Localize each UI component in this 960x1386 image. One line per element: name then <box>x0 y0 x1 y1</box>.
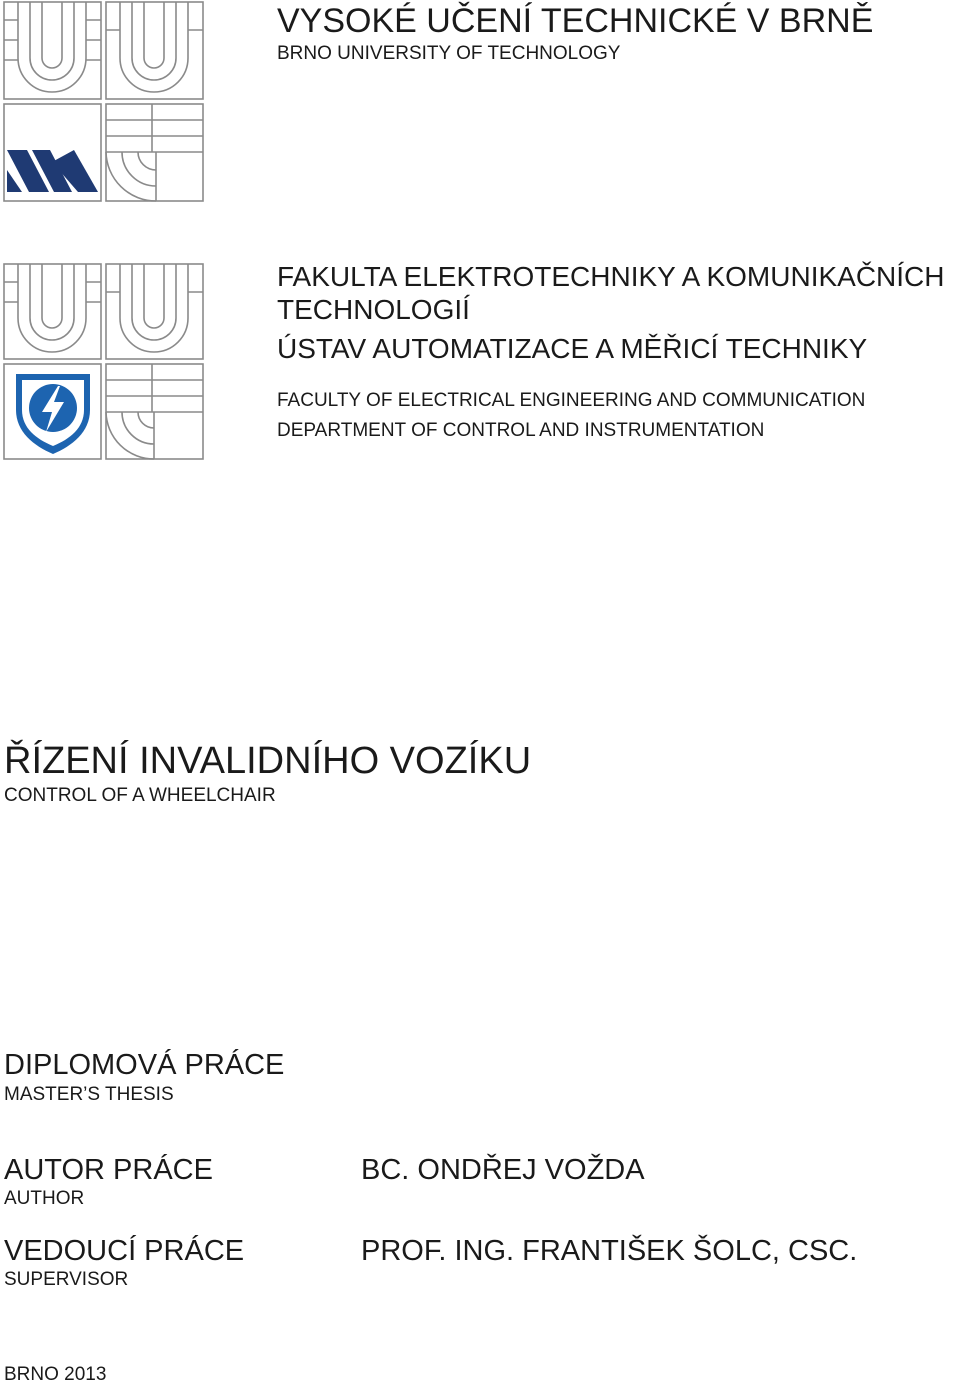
thesis-type-en: MASTER’S THESIS <box>4 1084 174 1105</box>
thesis-title-cz: ŘÍZENÍ INVALIDNÍHO VOZÍKU <box>4 740 532 782</box>
university-logo-icon <box>2 0 204 202</box>
faculty-name-cz-line2: TECHNOLOGIÍ <box>277 294 470 325</box>
supervisor-name: PROF. ING. FRANTIŠEK ŠOLC, CSC. <box>361 1235 858 1267</box>
university-name-en: BRNO UNIVERSITY OF TECHNOLOGY <box>277 43 621 64</box>
thesis-type-cz: DIPLOMOVÁ PRÁCE <box>4 1049 285 1081</box>
faculty-name-cz-line1: FAKULTA ELEKTROTECHNIKY A KOMUNIKAČNÍCH <box>277 261 945 292</box>
author-name: BC. ONDŘEJ VOŽDA <box>361 1154 645 1186</box>
university-name-cz: VYSOKÉ UČENÍ TECHNICKÉ V BRNĚ <box>277 2 874 40</box>
thesis-title-en: CONTROL OF A WHEELCHAIR <box>4 785 276 806</box>
department-name-en: DEPARTMENT OF CONTROL AND INSTRUMENTATION <box>277 420 765 441</box>
department-name-cz: ÚSTAV AUTOMATIZACE A MĚŘICÍ TECHNIKY <box>277 333 868 364</box>
author-label-en: AUTHOR <box>4 1188 85 1209</box>
faculty-name-en: FACULTY OF ELECTRICAL ENGINEERING AND COMMUNICATION <box>277 390 866 411</box>
faculty-logo-icon <box>2 262 204 462</box>
author-label-cz: AUTOR PRÁCE <box>4 1154 213 1186</box>
place-year: BRNO 2013 <box>4 1364 107 1385</box>
supervisor-label-en: SUPERVISOR <box>4 1269 129 1290</box>
supervisor-label-cz: VEDOUCÍ PRÁCE <box>4 1235 245 1267</box>
